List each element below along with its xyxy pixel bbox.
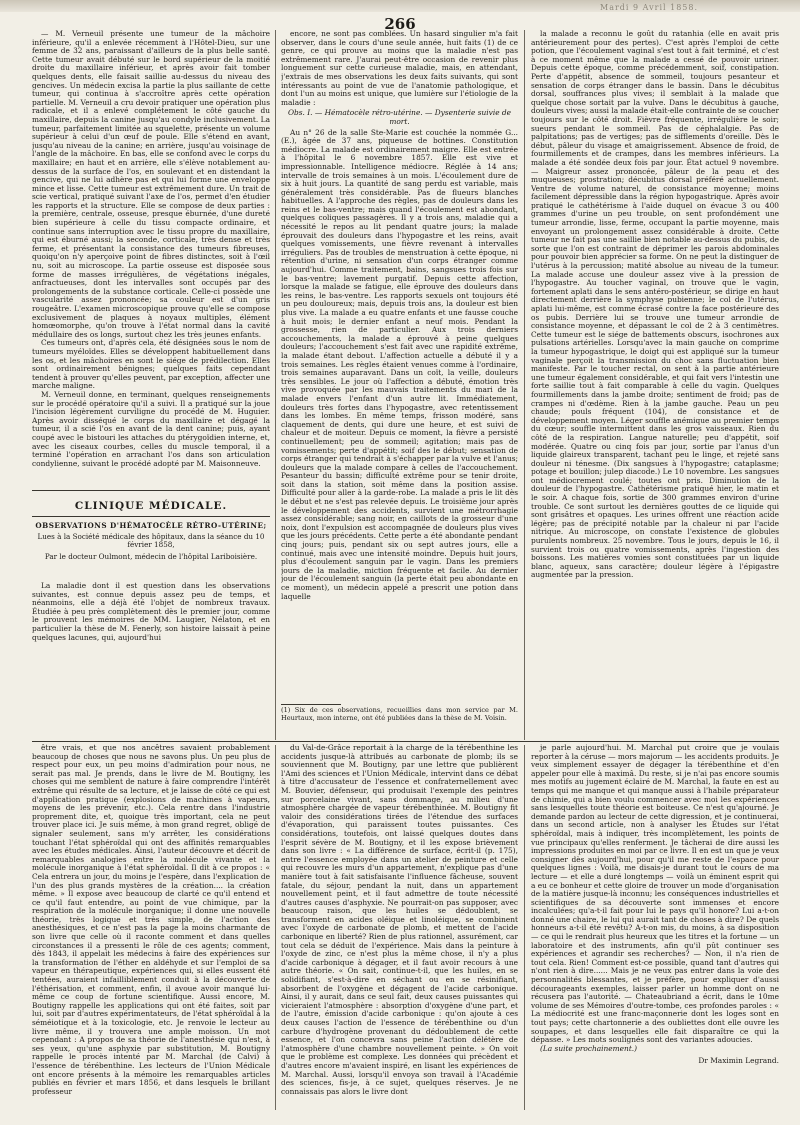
article-column-1: [32, 30, 270, 485]
article-column-3: [531, 30, 779, 730]
feuilleton-column-3: [531, 744, 779, 1109]
paragraph: je parle aujourd'hui. M. Marchal put croire que je voulais reporter à la céruse — mors majorum — les accidents produits. Je veux simplement essayer de dégager la térébenthine et d'en appeler pour elle à maximâ. Du reste, si je n'ai pas encore soumis mes motifs au jugement éclairé de M. Marchal, la faute en est au temps qui me manque et qui manque aussi à l'habile préparateur de chimie, qui a bien voulu commencer avec moi les expériences sans lesquelles toute théorie est boiteuse. Ce n'est qu'ajourné. Je demande pardon au lecteur de cette digression, et je continuerai, dans un second article, non à analyser les Études sur l'état sphéroïdal, mais à indiquer, très incomplètement, les points de vue principaux qu'elles renferment. Je tâcherai de dire aussi les impressions produites en moi par ce livre. Il en est un que je veux consigner dès aujourd'hui, pour qu'il me reste de l'espace pour quelques lignes : Voilà, me disais-je durant tout le cours de ma lecture — et elle a duré longtemps — voilà un éminent esprit qui a eu ce bonheur et cette gloire de trouver un mode d'organisation de la matière jusque-là inconnu; les conséquences industrielles et scientifiques de sa découverte sont immenses et encore incalculées; qu'a-t-il fait pour lui le pays qu'il honore? Lui a-t-on donné une chaire, le lui qui aurait tant de choses à dire? De quels honneurs a-t-il été revêtu? A-t-on mis, du moins, à sa disposition — ce qui le rendrait plus heureux que les titres et la fortune — un laboratoire et des instruments, afin qu'il pût continuer ses expériences et agrandir ses recherches? — Non, il n'a rien de tout cela. Rien! Comment est-ce possible, quand tant d'autres qui n'ont rien à dire...... Mais je ne veux pas entrer dans la voie des personnalités blessantes, et je préfère, pour expliquer d'aussi décourageants exemples, laisser parler un homme dont on ne récusera pas l'autorité. — Chateaubriand a écrit, dans le 10me volume de ses Mémoires d'outre-tombe, ces profondes paroles : « La médiocrité est une franc-maçonnerie dont les loges sont en tout pays; cette chartonnerie a des oubliettes dont elle ouvre les soupapes, et dans lesquelles elle fait disparaître ce qui la dépasse. » Les mots soulignés sont des variantes adoucies.: [531, 744, 779, 1045]
section-title: CLINIQUE MÉDICALE.: [74, 500, 228, 512]
article-title: OBSERVATIONS D'HÉMATOCÈLE RÉTRO-UTÉRINE;: [35, 521, 267, 530]
paragraph: Ces tumeurs ont, d'après cela, été désignées sous le nom de tumeurs myéloïdes. Elles se développent habituellement dans les os, et les mâchoires en sont le siége de prédilection. Elles sont ordinairement bénignes; quelques faits cependant tendent à prouver qu'elles peuvent, par exception, affecter une marche maligne.: [32, 338, 270, 391]
paragraph: — M. Verneuil présente une tumeur de la mâchoire inférieure, qu'il a enlevée récemment à l'Hôtel-Dieu, sur une femme de 32 ans, paraissant d'ailleurs de la plus belle santé. Cette tumeur avait débuté sur le bord supérieur de la moitié droite du maxillaire inférieur, et après avoir fait tomber quelques dents, elle faisait saillie au-dessus du niveau des gencives. Un médecin excisa la partie la plus saillante de cette tumeur, qui continua à s'accroître après cette opération partielle. M. Verneuil a cru devoir pratiquer une opération plus radicale, et il a enlevé complétement le côté gauche du maxillaire, depuis la canine jusqu'au condyle inclusivement. La tumeur, parfaitement limitée au squelette, présente un volume supérieur à celui d'un œuf de poule. Elle s'étend en avant, jusqu'au niveau de la canine; en arrière, jusqu'au voisinage de l'angle de la mâchoire. En bas, elle se confond avec le corps du maxillaire; en haut et en arrière, elle s'élève notablement au-dessus de la surface de l'os, en soulevant et en distendant la gencive, qui ne lui adhère pas et qui lui forme une enveloppe mince et lisse. Cette tumeur est extrêmement dure. Un trait de scie vertical, pratiqué suivant l'axe de l'os, permet d'en étudier les rapports et la structure. Elle se compose de deux parties : la première, centrale, osseuse, presque éburnée, d'une dureté bien supérieure à celle du tissu compacte ordinaire, et continue sans interruption avec le tissu propre du maxillaire, qui est éburné aussi; la seconde, corticale, très dense et très ferme, et présentant la consistance des tumeurs fibreuses, quoiqu'on n'y aperçoive point de fibres distinctes, soit à l'œil nu, soit au microscope. La partie osseuse est disposée sous forme de masses irrégulières, de végétations inégales, anfractueuses, dont les intervalles sont occupés par des prolongements de la substance corticale. Celle-ci possède une vascularité assez prononcée; sa couleur est d'un gris rougeâtre. L'examen microscopique prouve qu'elle se compose exclusivement de plaques à noyaux multiples, élément homœomorphe, qu'on trouve à l'état normal dans la cavité médullaire des os longs, surtout chez les très jeunes enfants.: [32, 30, 270, 339]
section-rule: [32, 490, 270, 491]
column-rule: [524, 745, 525, 1110]
page-number: 266: [384, 15, 416, 33]
paragraph: Au n° 26 de la salle Ste-Marie est couchée la nommée G... (E.), âgée de 37 ans, piqueuse de bottines. Constitution médiocre. La malade est ordinairement maigre. Elle est entrée à l'hôpital le 6 novembre 1857. Elle est vive et impressionnable. Intelligence médiocre. Réglée à 14 ans; intervalle de trois semaines à un mois. L'écoulement dure de six à huit jours. La quantité de sang perdu est variable, mais généralement très considérable. Pas de flueurs blanches habituelles. A l'approche des règles, pas de douleurs dans les reins et le bas-ventre; mais quand l'écoulement est abondant, quelques coliques passagères. Il y a trois ans, maladie qui a nécessité le repos au lit pendant quatre jours; la malade éprouvait des douleurs dans l'hypogastre et les reins, avait quelques vomissements, une fièvre revenant à intervalles irréguliers. Pas de troubles de menstruation à cette époque, ni rétention d'urine, ni sensation d'un corps étranger comme aujourd'hui. Comme traitement, bains, sangsues trois fois sur le bas-ventre; lavement purgatif. Depuis cette affection, lorsque la malade se fatigue, elle éprouve des douleurs dans les reins, le bas-ventre. Les rapports sexuels ont toujours été un peu douloureux; mais, depuis trois ans, la douleur est bien plus vive. La malade a eu quatre enfants et une fausse couche à huit mois; le dernier enfant a neuf mois. Pendant la grossesse, rien de particulier. Aux trois derniers accouchements, la malade a éprouvé à peine quelques douleurs; l'accouchement s'est fait avec une rapidité extrême, la malade étant debout. L'affection actuelle a débuté il y a trois semaines. Les règles étaient venues comme à l'ordinaire, trois semaines auparavant. Dans un coït, la veille, douleurs très sensibles. Le jour où l'affection a débuté, émotion très vive provoquée par les mauvais traitements du mari de la malade envers l'enfant d'un autre lit. Immédiatement, douleurs très fortes dans l'hypogastre, avec retentissement dans les lombes. En même temps, frisson modéré, sans claquement de dents, qui dure une heure, et est suivi de chaleur et de moiteur. Depuis ce moment, la fièvre a persisté continuellement; peu de sommeil; agitation; mais pas de vomissements; perte d'appétit; soif des le début; sensation de corps étranger qui tendrait à s'échapper par la vulve et l'anus; douleurs que la malade compare à celles de l'accouchement. Pesanteur du bassin; difficulté extrême pour se tenir droite, soit dans la station, soit même dans la position assise. Difficulté pour aller à la garde-robe. La malade a pris le lit dès le début et ne s'est pas relevée depuis. Le troisième jour après le développement des accidents, survient une métrorrhagie assez considérable; sang noir, en caillots de la grosseur d'une noix, dont l'expulsion est accompagnée de douleurs plus vives que les jours précédents. Cette perte a été abondante pendant cinq jours; puis, pendant six ou sept autres jours, elle a continué, mais avec une intensité moindre. Depuis huit jours, plus d'écoulement sanguin par le vagin. Dans les premiers jours de la maladie, miction fréquente et facile. Au dernier jour de l'écoulement sanguin (la perte était peu abondante en ce moment), un médecin appelé a prescrit une potion dans laquelle: [281, 127, 518, 601]
clinique-header: [32, 496, 270, 561]
column-rule: [275, 30, 276, 740]
article-column-1b: [32, 582, 270, 742]
paragraph: la malade a reconnu le goût du ratanhia (elle en avait pris antérieurement pour des pertes). C'est après l'emploi de cette potion, que l'écoulement vaginal s'est tout à fait terminé, et c'est à ce moment même que la malade a cessé de pouvoir uriner. Depuis cette époque, comme précédemment, soif, constipation. Perte d'appétit, absence de sommeil, toujours pesanteur et sensation de corps étranger dans le bassin. Dans le décubitus dorsal, souffrances plus vives; il semblait à la malade que quelque chose sortait par la vulve. Dans le décubitus à gauche, douleurs vives; aussi la malade était-elle contrainte de se coucher toujours sur le côté droit. Fièvre fréquente, irrégulière le soir; sueurs pendant le sommeil. Pas de céphalalgie. Pas de palpitations; pas de vertiges; pas de sifflements d'oreille. Dès le début, pâleur du visage et amaigrissement. Absence de froid, de fourmillements et de crampes, dans les membres inférieurs. La malade a été sondée deux fois par jour. État actuel 9 novembre. — Maigreur assez prononcée, pâleur de la peau et des muqueuses; prostration; décubitus dorsal préféré actuellement. Ventre de volume naturel, de consistance moyenne; moins facilement dépressible dans la région hypogastrique. Après avoir pratiqué le cathétérisme à l'aide duquel on évacue 3 ou 400 grammes d'urine un peu trouble, on sent profondément une tumeur arrondie, lisse, ferme, occupant la partie moyenne, mais envoyant un prolongement assez considérable à droite. Cette tumeur ne fait pas une saillie bien notable au-dessus du pubis, de sorte que l'on est contraint de déprimer les parois abdominales pour pouvoir bien apprécier sa forme. On ne peut la distinguer de l'utérus à la percussion; matité absolue au niveau de la tumeur. La malade accuse une douleur assez vive à la pression de l'hypogastre. Au toucher vaginal, on trouve que le vagin, fortement aplati dans le sens antéro-postérieur, se dirige en haut directement derrière la symphyse pubienne; le col de l'utérus, aplati lui-même, est comme écrasé contre la face postérieure des os pubis. Derrière lui se trouve une tumeur arrondie de consistance moyenne, et dépassant le col de 2 à 3 centimètres. Cette tumeur est le siége de battements obscurs, isochrones aux pulsations artérielles. Lorsqu'avec la main gauche on comprime la tumeur hypogastrique, le doigt qui est appliqué sur la tumeur vaginale perçoit la transmission du choc sans fluctuation bien manifeste. Par le toucher rectal, on sent à la partie antérieure une tumeur également considérable, et qui fait vers l'intestin une forte saillie tout à fait comparable à celle du vagin. Quelques fourmillements dans la jambe droite; sentiment de froid; pas de crampes ni d'œdème. Rien à la jambe gauche. Peau un peu chaude; pouls fréquent (104), de consistance et de développement moyen. Léger souffle anémique au premier temps du cœur; souffle intermittent dans les gros vaisseaux. Rien du côté de la respiration. Langue naturelle; peu d'appétit, soif modérée. Quatre ou cinq fois par jour, sortie par l'anus d'un liquide glaireux transparent, tachant peu le linge, et rejeté sans douleur ni ténesme. (Dix sangsues à l'hypogastre; cataplasme; potage et bouillon; julep diacode.) Le 10 novembre. Les sangsues ont médiocrement coulé; toutes ont pris. Diminution de la douleur de l'hypogastre. Cathétérisme pratiqué hier, le matin et le soir. A chaque fois, sortie de 300 grammes environ d'urine trouble. Ce sont surtout les dernières gouttes de ce liquide qui sont grisâtres et opaques. Les urines offrent une réaction acide légère; pas de précipité notable par la chaleur ni par l'acide nitrique. Au microscope, on constate l'existence de globules purulents nombreux. 25 novembre. Tous le jours, depuis le 16, il survient trois ou quatre vomissements, après l'ingestion des boissons. Les matières vomies sont constituées par un liquide blanc, aqueux, sans caractère; douleur légère à l'épigastre augmentée par la pression.: [531, 30, 779, 580]
article-subtitle: Lues à la Société médicale des hôpitaux, dans la séance du 10 février 1858,: [37, 532, 265, 550]
feuilleton-column-1: [32, 744, 270, 1109]
footnote-text: (1) Six de ces observations, recueillies dans mon service par M. Heurtaux, mon interne, ont été publiées dans la thèse de M. Voisin.: [281, 707, 518, 722]
column-rule: [275, 745, 276, 1110]
article-column-2: [281, 30, 518, 700]
paragraph: M. Verneuil donne, en terminant, quelques renseignements sur le procédé opératoire qu'il a suivi. Il a pratiqué sur la joue l'incision légèrement curviligne du procédé de M. Huguier. Après avoir disséqué le corps du maxillaire et dégagé la tumeur, il a scié l'os en avant de la dent canine; puis, ayant coupé avec le bistouri les attaches du ptérygoïdien interne, et, avec les ciseaux courbes, celles du muscle temporal, il a terminé l'opération en arrachant l'os dans son articulation condylienne, suivant le procédé adopté par M. Maisonneuve.: [32, 389, 270, 468]
title-rule: [32, 516, 270, 517]
signature: Dr Maximin Legrand.: [698, 1056, 779, 1066]
paragraph: La maladie dont il est question dans les observations suivantes, est connue depuis assez peu de temps, et néanmoins, elle a déjà été l'objet de nombreux travaux. Étudiée à peu près complètement dès le premier jour, comme le prouvent les mémoires de MM. Laugier, Nélaton, et en particulier la thèse de M. Fenerly, son histoire laissait à peine quelques lacunes, qui, aujourd'hui: [32, 582, 270, 642]
footnote: [281, 707, 518, 739]
continued-note: (La suite prochainement.): [540, 1043, 638, 1053]
running-head: Mardi 9 Avril 1858.: [600, 3, 698, 12]
article-author: Par le docteur Oulmont, médecin de l'hôpital Lariboisière.: [44, 551, 258, 561]
paragraph: encore, ne sont pas comblées. Un hasard singulier m'a fait observer, dans le cours d'une seule année, huit faits (1) de ce genre, ce qui prouve au moins que la maladie n'est pas extrêmement rare. J'aurai peut-être occasion de revenir plus longuement sur cette curieuse maladie, mais, en attendant, j'extrais de mes observations les deux faits suivants, qui sont intéressants au point de vue de l'anatomie pathologique, et dont l'un au moins est unique, que lumière sur l'étiologie de la maladie :: [281, 30, 518, 107]
footnote-rule: [281, 704, 341, 705]
column-rule: [524, 30, 525, 740]
paragraph: du Val-de-Grâce reportait à la charge de la térébenthine les accidents jusque-là attribués au carbonate de plomb; ils se souviennent que M. Boutigny, par une lettre que publièrent l'Ami des sciences et l'Union Médicale, intervint dans ce débat à titre d'accusateur de l'essence et confraternellement avec M. Bouvier, défenseur, qui produisait l'exemple des peintres sur porcelaine vivant, sans dommage, au milieu d'une atmosphère chargée de vapeur térébenthinée. M. Boutigny fit valoir des considérations tirées de l'étendue des surfaces d'évaporation, qui paraissent toutes puissantes. Ces considérations, toutefois, ont laissé quelques doutes dans l'esprit sévère de M. Boutigny, et il les expose brièvement dans son livre : « La différence de surface, écrit-il (p. 175), entre l'essence employée dans un atelier de peinture et celle qui recouvre les murs d'un appartement, n'explique pas d'une manière tout à fait satisfaisante l'influence fâcheuse, souvent fatale, du séjour, pendant la nuit, dans un appartement nouvellement peint, et il faut admettre de toute nécessité d'autres causes d'asphyxie. Ne pourrait-on pas supposer, avec beaucoup raison, que les huiles se dédoublent, se transforment en acides oléique et linoléique, se combinent avec l'oxyde de carbonate de plomb, et mettent de l'acide carbonique en liberté? Rien de plus rationnel, assurément, car tout cela se déduit de l'expérience. Mais dans la peinture à l'oxyde de zinc, ce n'est plus la même chose, il n'y a plus d'acide carbonique à dégager, et il faut avoir recours à une autre théorie. « On sait, continue-t-il, que les huiles, en se solidifiant, s'est-à-dire en séchant ou en se résinifiant, absorbent de l'oxygène et dégagent de l'acide carbonique. Ainsi, il y aurait, dans ce seul fait, deux causes puissantes qui vicieraient l'atmosphère : absorption d'oxygène d'une part, et de l'autre, émission d'acide carbonique : qu'on ajoute à ces deux causes l'action de l'essence de térébenthine ou d'un carbure d'hydrogène provenant du dédoublement de cette essence, et l'on concevra sans peine l'action délétère de l'atmosphère d'une chambre nouvellement peinte. » On voit que le problème est complexe. Les données qui précèdent et d'autres encore m'avaient inspiré, en lisant les expériences de M. Marchal. Aussi, lorsqu'il envoya son travail à l'Académie des sciences, fis-je, à ce sujet, quelques réserves. Je ne connaissais pas alors le livre dont: [281, 744, 518, 1096]
paragraph: être vrais, et que nos ancêtres savaient probablement beaucoup de choses que nous ne savons plus. Un peu plus de respect pour eux, un peu moins d'admiration pour nous, ne serait pas mal. Je prends, dans le livre de M. Boutigny, les choses qui me semblent de nature à faire comprendre l'intérêt extrême qui résulte de sa lecture, et je laisse de côté ce qui est d'application pratique (explosions de machines à vapeurs, moyens de les prévenir, etc.). Cela rentre dans l'industrie proprement dite, et, quoique très important, cela ne peut trouver place ici. Je suis même, à mon grand regret, obligé de signaler seulement, sans m'y arrêter, les considérations touchant l'état sphéroïdal qui ont des affinités remarquables avec les études médicales. Ainsi, l'auteur découvre et décrit de remarquables analogies entre la molécule vivante et la molécule inorganique à l'état sphéroïdal. Il dit à ce propos : « Cela entrera un jour, du moins je l'espère, dans l'explication de l'un des plus grands mystères de la création.... la création même. » Il expose avec beaucoup de clarté ce qu'il entend et ce qu'il faut entendre, au point de vue chimique, par la respiration de la molécule inorganique; il donne une nouvelle théorie, très logique et très simple, de l'action des anesthésiques, et ce n'est pas la page la moins charmante de son livre que celle où il raconte comment et dans quelles circonstances il a pressenti le rôle de ces agents; comment, dès 1843, il appelait les médecins à faire des expériences sur la transformation de l'éther en aldéhyde et sur l'emploi de sa vapeur en thérapeutique, expériences qui, si elles eussent été tentées, auraient infailliblement conduit à la découverte de l'éthérisation, et comment, enfin, il avoue avoir manqué lui-même ce coup de fortune scientifique. Aussi encore, M. Boutigny rappelle les applications qui ont été faites, soit par lui, soit par d'autres expérimentateurs, de l'état sphéroïdal à la séméiotique et à la toxicologie, etc. Je renvoie le lecteur au livre même, il y trouvera une ample moisson. Un mot cependant : A propos de sa théorie de l'anesthésie qui n'est, à ses yeux, qu'une asphyxie par substitution, M. Boutigny rappelle le procès intenté par M. Marchal (de Calvi) à l'essence de térébenthine. Les lecteurs de l'Union Médicale ont encore présents à la mémoire les remarquables articles publiés en février et mars 1856, et dans lesquels le brillant professeur: [32, 744, 270, 1096]
observation-heading: Obs. I. — Hématocèle rétro-utérine. — Dysenterie suivie de mort.: [287, 108, 512, 126]
feuilleton-column-2: [281, 744, 518, 1109]
page-top-band: [0, 0, 800, 12]
